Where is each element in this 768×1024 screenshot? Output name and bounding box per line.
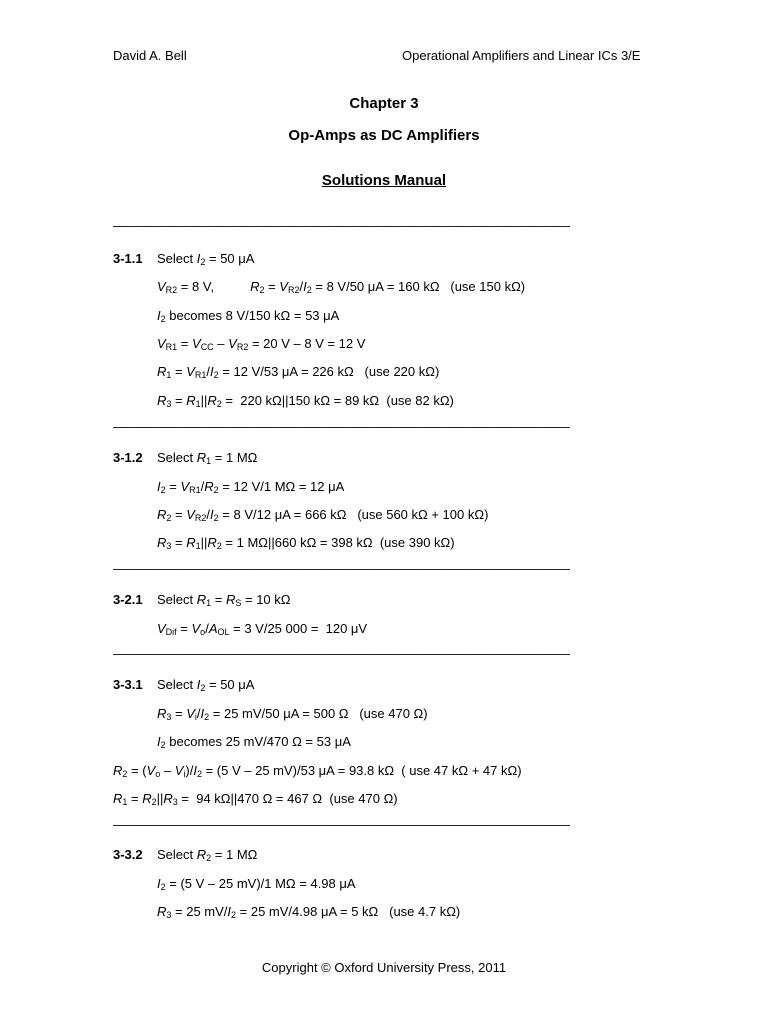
- header-author: David A. Bell: [113, 48, 187, 63]
- problem-line: 3-3.2 Select $R_2 = 1$ MΩ: [113, 847, 258, 863]
- solution-line: $V_{R1} = V_{CC} - V_{R2} = 20$ V – 8 V = 12 V: [157, 336, 366, 352]
- problem-number: 3-2.1: [113, 592, 143, 607]
- solution-line: $I_2 = V_{R1}/R_2 = 12$ V/1 MΩ = 12 μA: [157, 479, 345, 495]
- solution-line: $R_1 = R_2||R_3 = 94$ kΩ||470 Ω = 467 Ω (use 470 Ω): [113, 791, 398, 807]
- problem-number: 3-3.1: [113, 677, 143, 692]
- chapter-subtitle: Op-Amps as DC Amplifiers: [288, 127, 480, 144]
- solution-line: $R_2 = V_{R2}/I_2 = 8$ V/12 μA = 666 kΩ (use 560 kΩ + 100 kΩ): [157, 507, 489, 523]
- solution-line: $R_3 = R_1||R_2 = 220$ kΩ||150 kΩ = 89 kΩ (use 82 kΩ): [157, 393, 454, 409]
- problem-number: 3-1.1: [113, 251, 143, 266]
- divider-rule: ——————————————————————————————————————: [113, 646, 569, 661]
- problem-line: 3-1.1 Select $I_2 = 50$ μA: [113, 251, 255, 267]
- divider-rule: ——————————————————————————————————————: [113, 561, 569, 576]
- divider-rule: ——————————————————————————————————————: [113, 419, 569, 434]
- header-book-title: Operational Amplifiers and Linear ICs 3/E: [402, 48, 641, 63]
- problem-number: 3-1.2: [113, 450, 143, 465]
- problem-line: 3-3.1 Select $I_2 = 50$ μA: [113, 677, 255, 693]
- copyright-footer: Copyright © Oxford University Press, 2011: [261, 960, 507, 975]
- solution-line: $R_3 = 25$ $mV/I_2 = 25$ mV/4.98 μA = 5 kΩ (use 4.7 kΩ): [157, 904, 461, 920]
- problem-line: 3-1.2 Select $R_1 = 1$ MΩ: [113, 450, 258, 466]
- solution-line: $I_2 = (5$ V – 25 mV)/1 MΩ = 4.98 μA: [157, 876, 356, 892]
- solution-line: $I_2$ becomes 25 mV/470 Ω = 53 μA: [157, 734, 351, 750]
- solution-line: $V_{R2} = 8$ V, $R_2 = V_{R2}/I_2 = 8$ V/50 μA = 160 kΩ (use 150 kΩ): [157, 279, 526, 295]
- solutions-manual-title: Solutions Manual: [321, 172, 447, 189]
- solution-line: $R_1 = V_{R1}/I_2 = 12$ V/53 μA = 226 kΩ (use 220 kΩ): [157, 364, 440, 380]
- solution-line: $R_2 = (V_o - V_i)/I_2 = (5$ V – 25 mV)/53 μA = 93.8 kΩ ( use 47 kΩ + 47 kΩ): [113, 763, 522, 779]
- solution-line: $V_{Dif} = V_o/A_{OL} = 3$ V/25 000 = 120 μV: [157, 621, 368, 637]
- solution-line: $I_2$ becomes 8 V/150 kΩ = 53 μA: [157, 308, 340, 324]
- problem-number: 3-3.2: [113, 847, 143, 862]
- divider-rule: ——————————————————————————————————————: [113, 218, 569, 233]
- solution-line: $R_3 = V_i/I_2 = 25$ mV/50 μA = 500 Ω (use 470 Ω): [157, 706, 428, 722]
- chapter-title: Chapter 3: [349, 95, 419, 112]
- solution-line: $R_3 = R_1||R_2 = 1$ MΩ||660 kΩ = 398 kΩ (use 390 kΩ): [157, 535, 455, 551]
- divider-rule: ——————————————————————————————————————: [113, 817, 569, 832]
- problem-line: 3-2.1 Select $R_1 = R_S = 10$ kΩ: [113, 592, 291, 608]
